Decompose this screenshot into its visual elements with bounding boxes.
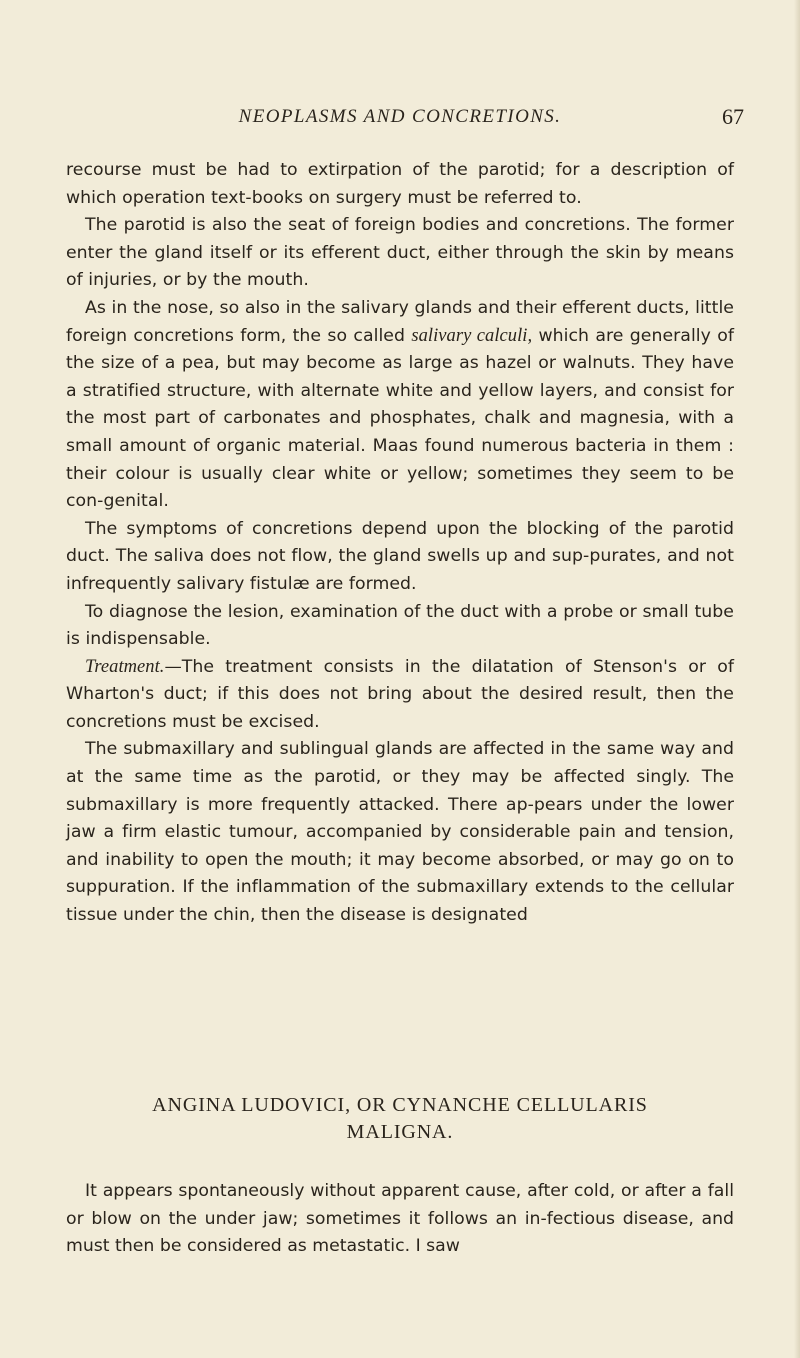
section-heading-line-1: ANGINA LUDOVICI, OR CYNANCHE CELLULARIS <box>152 1094 648 1116</box>
paragraph-3-before: As in the nose, so also in the salivary glands and their efferent ducts, little foreign concretions form, the so called <box>66 297 734 346</box>
paragraph-2: The parotid is also the seat of foreign bodies and concretions. The former enter the gland itself or its efferent duct, either through the skin by means of injuries, or by the mouth. <box>66 215 734 291</box>
section-heading-line-2: MALIGNA. <box>346 1121 454 1143</box>
page-edge-shadow <box>794 0 800 1358</box>
running-head <box>60 104 744 132</box>
paragraph-5: To diagnose the lesion, examination of the duct with a probe or small tube is indispensable. <box>66 601 734 650</box>
paragraph-3-after: which are generally of the size of a pea, but may become as large as hazel or walnuts. They have a stratified structure, with alternate white and yellow layers, and consist for the most part of carbonates and phosphates, chalk and magnesia, with a small amount of organic material. Maas found numerous bacteria in them : their colour is usually clear white or yellow; sometimes they seem to be con-genital. <box>66 325 734 512</box>
paragraph-3 <box>66 295 734 516</box>
paragraph-6-after: —The treatment consists in the dilatation of Stenson's or of Wharton's duct; if this does not bring about the desired result, then the concretions must be excised. <box>66 656 734 732</box>
paragraph-7: The submaxillary and sublingual glands are affected in the same way and at the same time as the parotid, or they may be affected singly. The submaxillary is more frequently attacked. There ap-pears under the lower jaw a firm elastic tumour, accompanied by considerable pain and tension, and inability to open the mouth; it may become absorbed, or may go on to suppuration. If the inflammation of the submaxillary extends to the cellular tissue under the chin, then the disease is designated <box>66 739 734 926</box>
paragraph-6 <box>66 654 734 737</box>
paragraph-1: recourse must be had to extirpation of the parotid; for a description of which operation text-books on surgery must be referred to. <box>66 160 734 208</box>
page-number: 67 <box>722 104 744 129</box>
running-title: NEOPLASMS AND CONCRETIONS. <box>238 106 562 127</box>
salivary-calculi-term: salivary calculi, <box>411 325 533 346</box>
treatment-label: Treatment. <box>85 656 165 677</box>
paragraph-4: The symptoms of concretions depend upon the blocking of the parotid duct. The saliva does not flow, the gland swells up and sup-purates, and not infrequently salivary fistulæ are formed. <box>66 518 734 594</box>
section-body <box>66 1178 734 1261</box>
body-text <box>66 157 734 930</box>
section-heading <box>66 1092 734 1146</box>
section-paragraph: It appears spontaneously without apparent cause, after cold, or after a fall or blow on the under jaw; sometimes it follows an in-fectious disease, and must then be considered as metastatic. I saw <box>66 1181 734 1257</box>
